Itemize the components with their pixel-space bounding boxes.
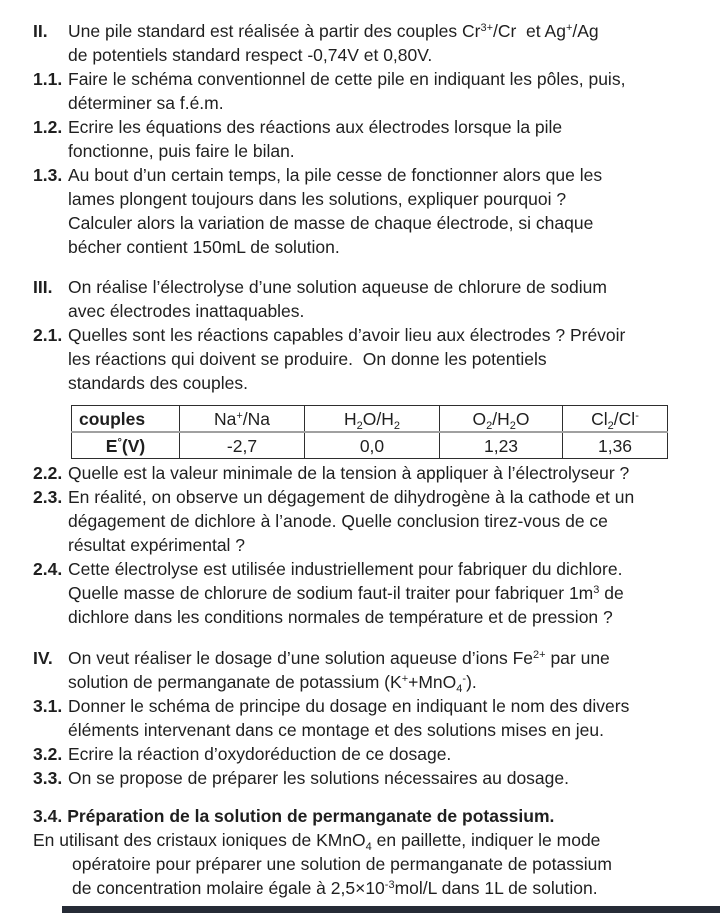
table-cell: 1,23 — [440, 432, 563, 459]
item-label: III. — [33, 277, 53, 297]
item-label: 2.1. — [33, 325, 63, 345]
text-line-content: Préparation de la solution de permanganate de potassium. — [67, 806, 555, 826]
table-cell: 1,36 — [563, 432, 668, 459]
table-body — [72, 406, 668, 459]
text-line-content: On veut réaliser le dosage d’une solution aqueuse d’ions $Fe^{2+}$ par une — [68, 648, 610, 668]
table-row — [72, 406, 668, 433]
table-cell: $O_2/H_2O$ — [440, 406, 563, 433]
paragraph — [33, 461, 706, 485]
paragraph — [33, 766, 706, 790]
text-line: solution de permanganate de potassium (K++MnO$_4$-). — [68, 672, 477, 695]
text-line: opératoire pour préparer une solution de permanganate de potassium — [72, 854, 612, 874]
item-label: 3.1. — [33, 696, 63, 716]
text-line-content: Quelles sont les réactions capables d’avoir lieu aux électrodes ? Prévoir — [68, 325, 626, 345]
paragraph — [33, 275, 706, 323]
text-line — [33, 275, 706, 299]
text-line: Calculer alors la variation de masse de chaque électrode, si chaque — [68, 213, 594, 233]
text-line: Quelle masse de chlorure de sodium faut-il traiter pour fabriquer $1m^3$ de — [68, 583, 624, 603]
text-line: déterminer sa f.é.m. — [68, 93, 224, 113]
text-line-content: Quelle est la valeur minimale de la tension à appliquer à l’électrolyseur ? — [68, 463, 630, 483]
paragraph — [33, 828, 706, 900]
paragraph — [33, 115, 706, 163]
text-line — [33, 646, 706, 670]
text-line-content: Au bout d’un certain temps, la pile cesse de fonctionner alors que les — [68, 165, 603, 185]
text-line — [33, 766, 706, 790]
text-line — [33, 163, 706, 187]
item-label: 2.2. — [33, 463, 63, 483]
bottom-bar — [62, 906, 720, 913]
text-line-content: Ecrire les équations des réactions aux électrodes lorsque la pile — [68, 117, 563, 137]
paragraph — [33, 485, 706, 557]
text-line: de potentiels standard respect -0,74V et 0,80V. — [68, 45, 433, 65]
paragraph — [33, 804, 706, 828]
item-label: 2.3. — [33, 487, 63, 507]
paragraph — [33, 694, 706, 742]
text-line-content: En utilisant des cristaux ioniques de KMnO$_4$ en paillette, indiquer le mode — [33, 830, 601, 853]
table-cell: E°(V) — [72, 432, 180, 459]
text-line-content: On réalise l’électrolyse d’une solution aqueuse de chlorure de sodium — [68, 277, 607, 297]
paragraph — [33, 163, 706, 259]
table-cell: $Cl_2/Cl^-$ — [563, 406, 668, 433]
text-line-content: Cette électrolyse est utilisée industriellement pour fabriquer du dichlore. — [68, 559, 623, 579]
text-line — [33, 67, 706, 91]
item-label: 1.1. — [33, 69, 63, 89]
text-line — [33, 828, 706, 852]
table-cell: -2,7 — [180, 432, 305, 459]
text-line — [33, 742, 706, 766]
item-label: 1.3. — [33, 165, 63, 185]
table-row — [72, 432, 668, 459]
text-line-content: Faire le schéma conventionnel de cette pile en indiquant les pôles, puis, — [68, 69, 626, 89]
table-cell: couples — [72, 406, 180, 433]
paragraph — [33, 67, 706, 115]
table-cell: Na+/Na — [180, 406, 305, 433]
item-label: 3.2. — [33, 744, 63, 764]
text-line-content: Une pile standard est réalisée à partir des couples $Cr^{3+}/Cr$ et Ag+/Ag — [68, 21, 599, 41]
item-label: 3.3. — [33, 768, 63, 788]
text-line-content: On se propose de préparer les solutions nécessaires au dosage. — [68, 768, 569, 788]
text-line: éléments intervenant dans ce montage et des solutions mises en jeu. — [68, 720, 605, 740]
spacer — [33, 790, 706, 804]
paragraph — [33, 557, 706, 629]
text-line: avec électrodes inattaquables. — [68, 301, 305, 321]
table-cell: $H_2O/H_2$ — [305, 406, 440, 433]
item-label: II. — [33, 21, 48, 41]
text-line-content: Ecrire la réaction d’oxydoréduction de ce dosage. — [68, 744, 452, 764]
paragraph — [33, 19, 706, 67]
text-line — [33, 115, 706, 139]
item-label: 3.4. — [33, 806, 63, 826]
text-line — [33, 557, 706, 581]
text-line: fonctionne, puis faire le bilan. — [68, 141, 295, 161]
text-line — [33, 804, 706, 828]
spacer — [33, 259, 706, 275]
text-line: résultat expérimental ? — [68, 535, 246, 555]
spacer — [33, 395, 706, 405]
text-line: standards des couples. — [68, 373, 248, 393]
paragraph — [33, 646, 706, 694]
text-line: lames plongent toujours dans les solutions, expliquer pourquoi ? — [68, 189, 567, 209]
text-line: dichlore dans les conditions normales de température et de pression ? — [68, 607, 613, 627]
text-line — [33, 323, 706, 347]
text-line — [33, 694, 706, 718]
text-line-content: En réalité, on observe un dégagement de dihydrogène à la cathode et un — [68, 487, 635, 507]
paragraph — [33, 742, 706, 766]
text-line — [33, 485, 706, 509]
text-line — [33, 19, 706, 43]
text-line — [33, 461, 706, 485]
table-cell: 0,0 — [305, 432, 440, 459]
item-label: IV. — [33, 648, 53, 668]
item-label: 1.2. — [33, 117, 63, 137]
text-line-content: Donner le schéma de principe du dosage en indiquant le nom des divers — [68, 696, 630, 716]
item-label: 2.4. — [33, 559, 63, 579]
text-line: de concentration molaire égale à $2,5\times 10^{-3}mol/L$ dans 1L de solution. — [72, 878, 598, 898]
spacer — [33, 629, 706, 646]
text-line: dégagement de dichlore à l’anode. Quelle conclusion tirez-vous de ce — [68, 511, 608, 531]
text-line: les réactions qui doivent se produire. On donne les potentiels — [68, 349, 547, 369]
potentials-table — [71, 405, 668, 459]
text-line: bécher contient 150mL de solution. — [68, 237, 340, 257]
paragraph — [33, 323, 706, 395]
